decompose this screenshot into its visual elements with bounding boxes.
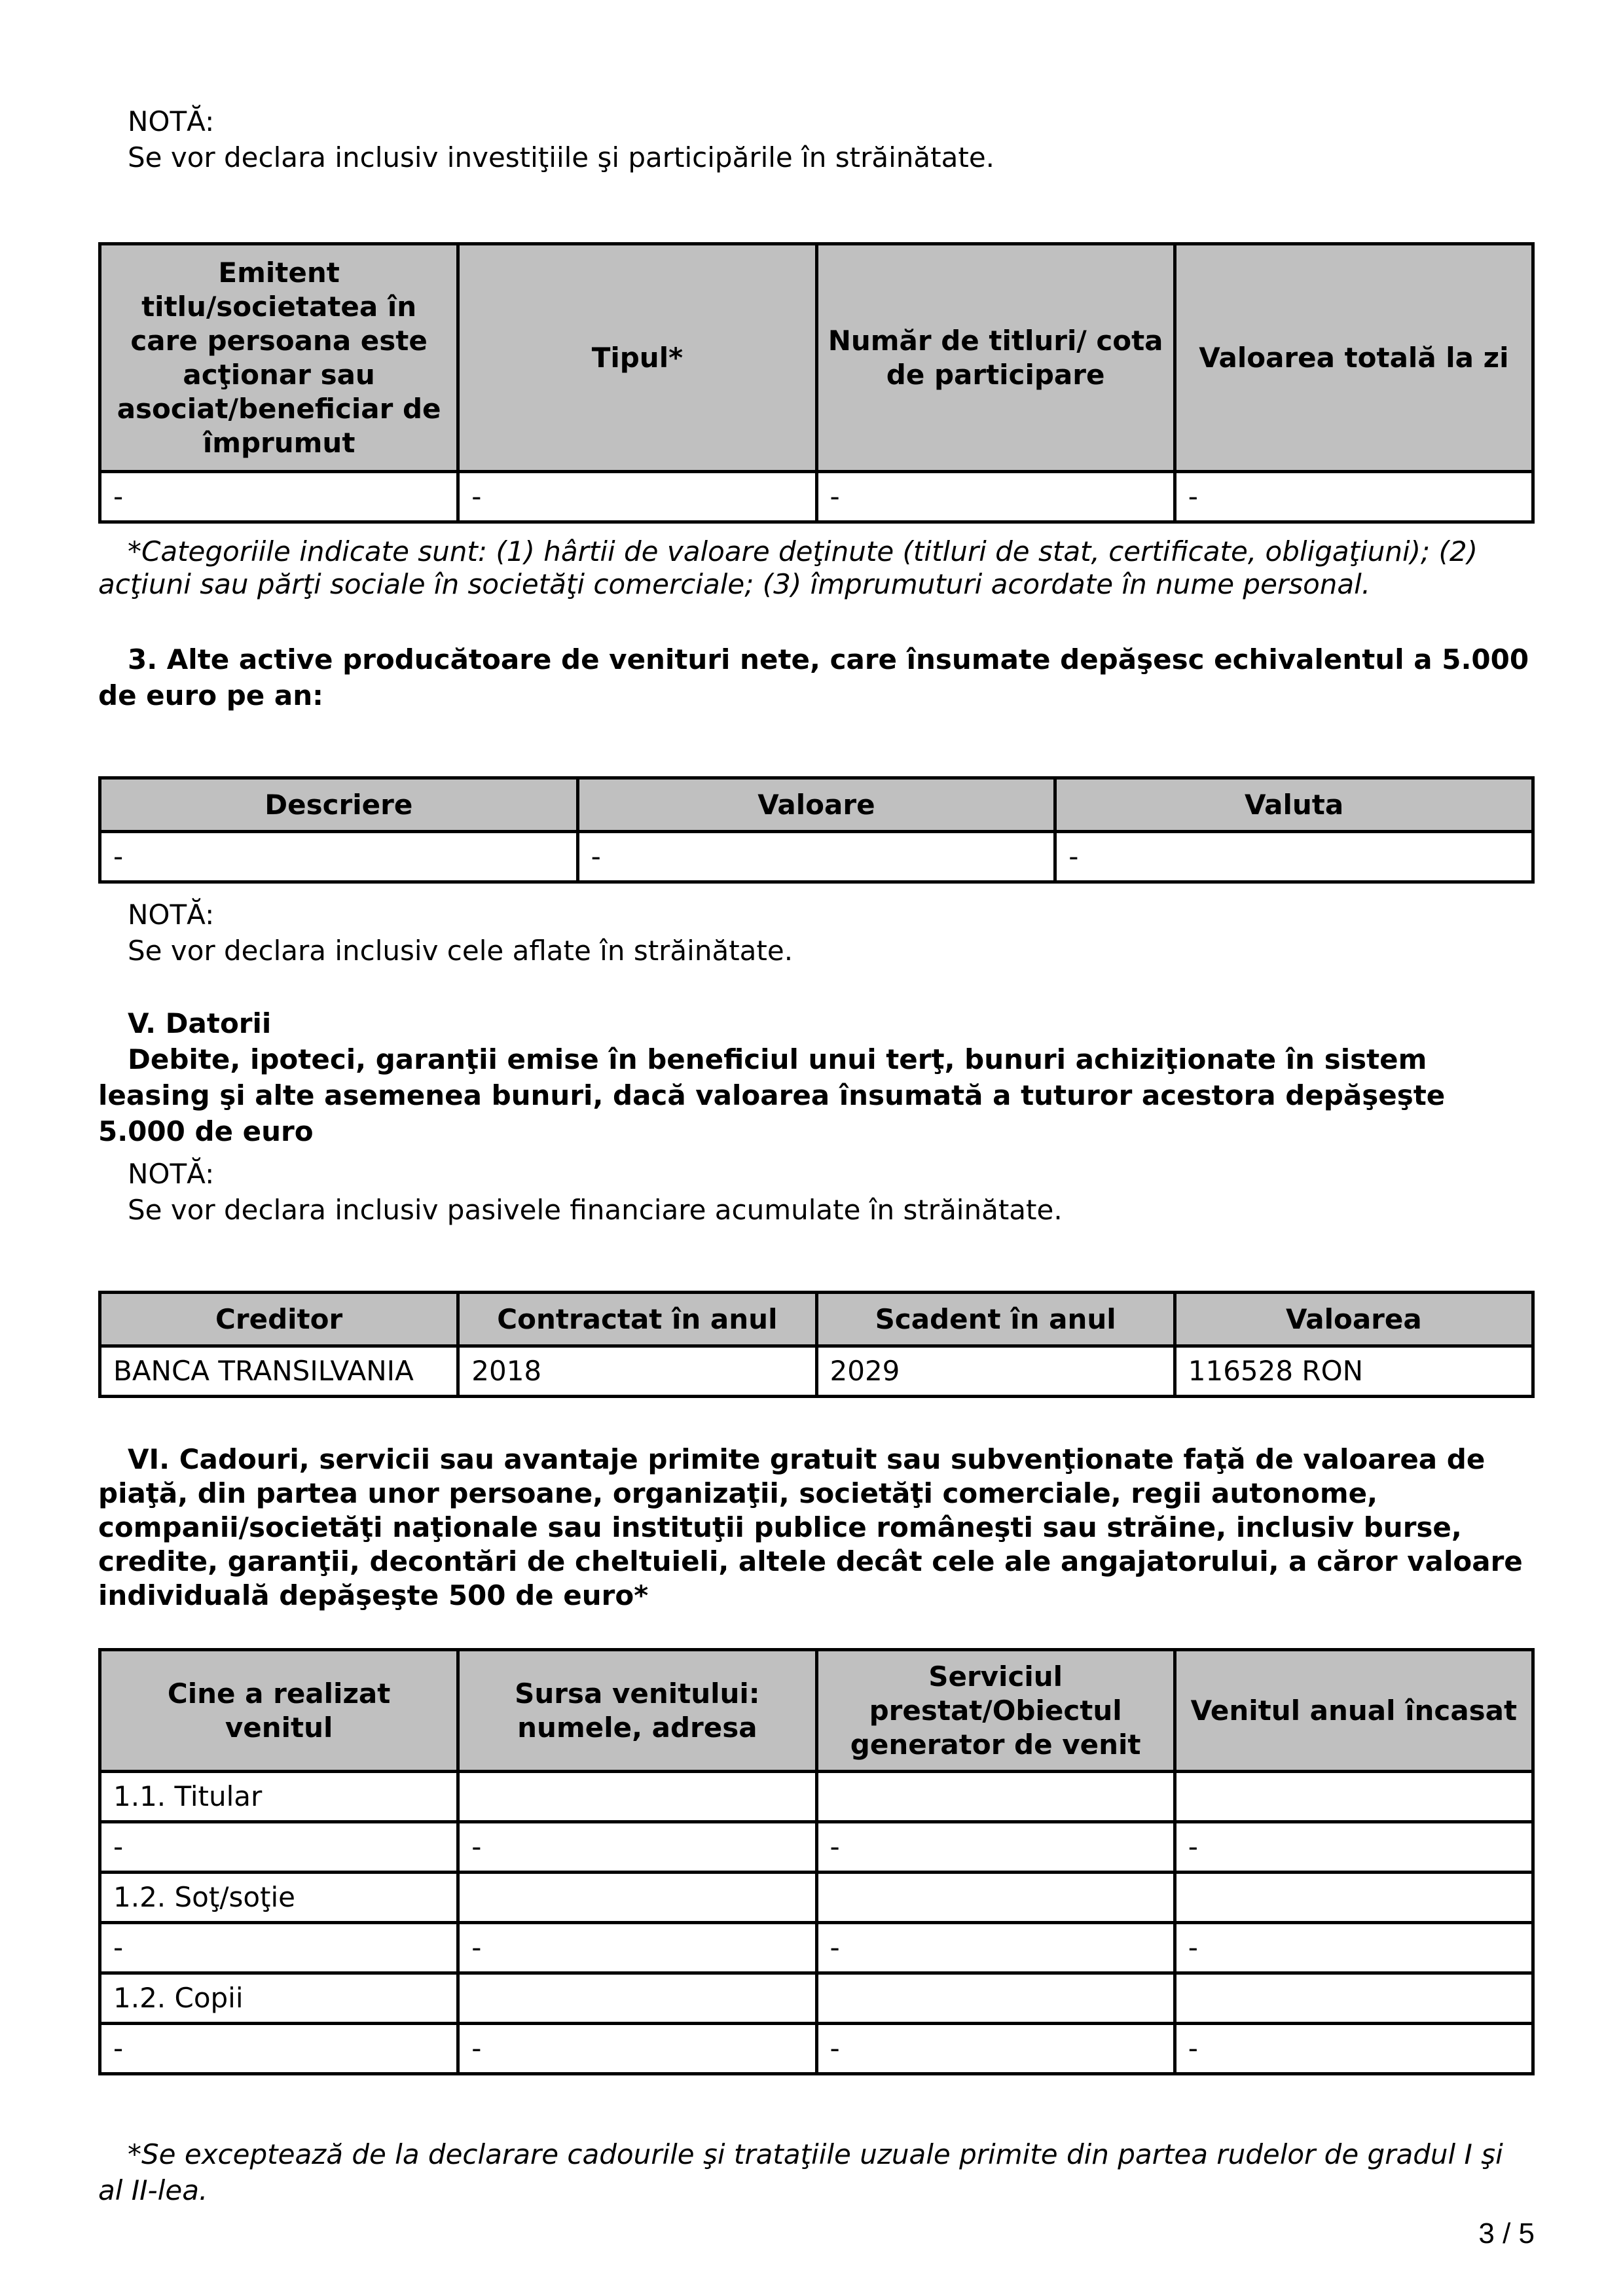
table-row bbox=[100, 472, 1533, 522]
page-number: 3 / 5 bbox=[1478, 2217, 1535, 2250]
debts-section bbox=[98, 1005, 1532, 1149]
table-header-row bbox=[100, 1650, 1533, 1772]
header-sursa-venitului: Sursa venitului: numele, adresa bbox=[458, 1650, 816, 1772]
table-cell: - bbox=[100, 472, 458, 522]
table-cell bbox=[816, 1772, 1175, 1822]
header-descriere: Descriere bbox=[100, 778, 578, 832]
table-cell: - bbox=[458, 472, 816, 522]
note-label: NOTĂ: bbox=[128, 899, 215, 931]
table-cell: - bbox=[100, 1923, 458, 1973]
header-valoare: Valoare bbox=[577, 778, 1055, 832]
table-cell: - bbox=[816, 1923, 1175, 1973]
note-text: Se vor declara inclusiv investiţiile şi participările în străinătate. bbox=[128, 141, 995, 173]
table-cell bbox=[816, 1873, 1175, 1923]
other-assets-note bbox=[98, 897, 1532, 969]
debts-table bbox=[98, 1291, 1535, 1398]
table-row bbox=[100, 1973, 1533, 2024]
header-valoarea-totala: Valoarea totală la zi bbox=[1175, 244, 1533, 472]
header-venitul-anual: Venitul anual încasat bbox=[1175, 1650, 1533, 1772]
investments-note bbox=[98, 103, 1532, 175]
note-label: NOTĂ: bbox=[128, 105, 215, 137]
other-assets-table bbox=[98, 776, 1535, 884]
table-cell: 1.1. Titular bbox=[100, 1772, 458, 1822]
gifts-footnote: *Se exceptează de la declarare cadourile şi trataţiile uzuale primite din partea rudelor de gradul I şi al II-lea. bbox=[98, 2138, 1503, 2206]
table-cell bbox=[1175, 1873, 1533, 1923]
header-emitent: Emitent titlu/societatea în care persoana este acţionar sau asociat/beneficiar de împrumut bbox=[100, 244, 458, 472]
table-header-row bbox=[100, 244, 1533, 472]
table-cell: - bbox=[1175, 472, 1533, 522]
table-cell: 2018 bbox=[458, 1346, 816, 1397]
header-numar-titluri: Număr de titluri/ cota de participare bbox=[816, 244, 1175, 472]
table-cell bbox=[458, 1772, 816, 1822]
header-cine-a-realizat: Cine a realizat venitul bbox=[100, 1650, 458, 1772]
table-cell: - bbox=[1175, 1822, 1533, 1873]
table-row bbox=[100, 1346, 1533, 1397]
table-cell: - bbox=[100, 1822, 458, 1873]
other-assets-heading: 3. Alte active producătoare de venituri nete, care însumate depăşesc echivalentul a 5.000 de euro pe an: bbox=[98, 643, 1529, 711]
table-cell: - bbox=[577, 832, 1055, 882]
table-cell: 1.2. Copii bbox=[100, 1973, 458, 2024]
table-cell bbox=[458, 1873, 816, 1923]
gifts-heading: VI. Cadouri, servicii sau avantaje primite gratuit sau subvenţionate faţă de valoarea de piaţă, din partea unor persoane, organizaţii, societăţi comerciale, regii autonome, companii/societăţi naţionale sau instituţii publice româneşti sau străine, inclusiv burse, credite, garanţii, decontări de cheltuieli, altele decât cele ale angajatorului, a căror valoare individuală depăşeşte 500 de euro* bbox=[98, 1443, 1523, 1611]
debts-heading: V. Datorii bbox=[128, 1007, 272, 1039]
table-row bbox=[100, 1923, 1533, 1973]
table-cell: - bbox=[100, 2024, 458, 2074]
table-header-row bbox=[100, 778, 1533, 832]
table-cell: 1.2. Soţ/soţie bbox=[100, 1873, 458, 1923]
note-text: Se vor declara inclusiv cele aflate în străinătate. bbox=[128, 935, 793, 967]
header-scadent: Scadent în anul bbox=[816, 1293, 1175, 1346]
table-row bbox=[100, 2024, 1533, 2074]
header-contractat: Contractat în anul bbox=[458, 1293, 816, 1346]
investments-footnote: *Categoriile indicate sunt: (1) hârtii de valoare deţinute (titluri de stat, certificate, obligaţiuni); (2) acţiuni sau părţi sociale în societăţi comerciale; (3) împrumuturi acordate în nume personal. bbox=[98, 535, 1478, 600]
table-cell: BANCA TRANSILVANIA bbox=[100, 1346, 458, 1397]
table-header-row bbox=[100, 1293, 1533, 1346]
header-tipul: Tipul* bbox=[458, 244, 816, 472]
table-cell: - bbox=[100, 832, 578, 882]
debts-note bbox=[98, 1156, 1532, 1228]
table-cell: 116528 RON bbox=[1175, 1346, 1533, 1397]
table-cell: - bbox=[458, 1923, 816, 1973]
note-label: NOTĂ: bbox=[128, 1158, 215, 1190]
table-cell: - bbox=[458, 2024, 816, 2074]
table-cell: - bbox=[1175, 1923, 1533, 1973]
table-row bbox=[100, 832, 1533, 882]
gifts-table bbox=[98, 1648, 1535, 2075]
table-row bbox=[100, 1772, 1533, 1822]
header-valoarea: Valoarea bbox=[1175, 1293, 1533, 1346]
table-cell: 2029 bbox=[816, 1346, 1175, 1397]
table-cell: - bbox=[1055, 832, 1533, 882]
table-cell: - bbox=[816, 1822, 1175, 1873]
table-cell bbox=[1175, 1772, 1533, 1822]
table-row bbox=[100, 1822, 1533, 1873]
table-row bbox=[100, 1873, 1533, 1923]
debts-subheading: Debite, ipoteci, garanţii emise în beneficiul unui terţ, bunuri achiziţionate în sistem leasing şi alte asemenea bunuri, dacă valoarea însumată a tuturor acestora depăşeşte 5.000 de euro bbox=[98, 1043, 1446, 1147]
table-cell bbox=[458, 1973, 816, 2024]
table-cell: - bbox=[816, 472, 1175, 522]
table-cell: - bbox=[816, 2024, 1175, 2074]
table-cell bbox=[816, 1973, 1175, 2024]
header-creditor: Creditor bbox=[100, 1293, 458, 1346]
table-cell: - bbox=[1175, 2024, 1533, 2074]
table-cell: - bbox=[458, 1822, 816, 1873]
note-text: Se vor declara inclusiv pasivele financiare acumulate în străinătate. bbox=[128, 1194, 1063, 1226]
header-valuta: Valuta bbox=[1055, 778, 1533, 832]
investments-table bbox=[98, 242, 1535, 524]
table-cell bbox=[1175, 1973, 1533, 2024]
header-serviciul-prestat: Serviciul prestat/Obiectul generator de venit bbox=[816, 1650, 1175, 1772]
